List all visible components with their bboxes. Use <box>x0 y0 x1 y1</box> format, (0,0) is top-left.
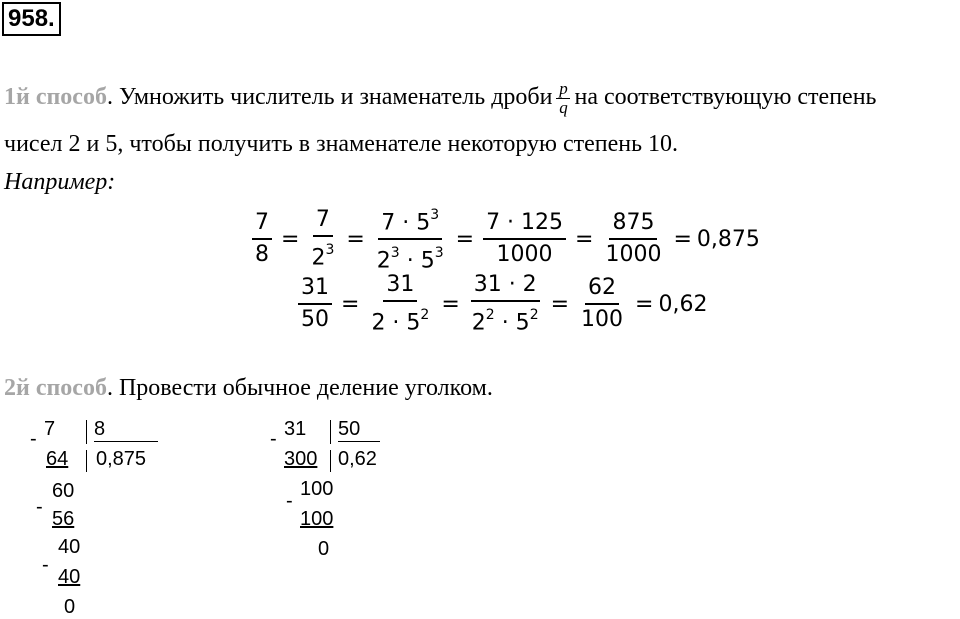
subtrahend: 56 <box>52 508 75 530</box>
denominator: 8 <box>255 242 269 268</box>
numerator <box>378 202 442 240</box>
dividend: 7 <box>44 418 56 440</box>
fraction <box>252 208 272 270</box>
numerator: 62 <box>585 273 619 305</box>
numerator: 7 · 125 <box>483 208 566 240</box>
method1-line2: чисел 2 и 5, чтобы получить в знаменателе некоторую степень 10. <box>4 131 679 157</box>
remainder: 100 <box>300 478 334 500</box>
method1-line1 <box>4 80 876 117</box>
subtrahend: 300 <box>284 448 318 470</box>
numerator: 7 <box>252 208 272 240</box>
den-base: 2 <box>471 310 486 336</box>
minus-sign: - <box>42 554 49 576</box>
equals-sign: = <box>341 291 360 317</box>
divisor: 50 <box>338 418 380 442</box>
denominator: 1000 <box>496 242 553 268</box>
exponent: 2 <box>529 307 539 323</box>
example-label: Например: <box>4 169 116 195</box>
method2-line <box>4 374 493 402</box>
numerator: 31 <box>383 270 417 302</box>
numerator: 31 <box>298 273 332 305</box>
fraction <box>374 202 447 277</box>
equals-sign: = <box>550 291 570 317</box>
fraction <box>469 270 542 338</box>
exponent: 3 <box>390 245 400 262</box>
equals-sign: = <box>346 226 365 252</box>
minus-sign: - <box>286 490 293 512</box>
equals-sign: = <box>635 291 654 317</box>
minus-sign: - <box>36 496 43 518</box>
remainder: 60 <box>52 480 75 502</box>
num-base: 7 · 5 <box>381 210 431 236</box>
fraction <box>483 208 566 270</box>
method1-label: 1й способ <box>4 84 107 111</box>
method1-text-b: на соответствующую степень <box>574 84 877 111</box>
method2-text: . Провести обычное деление уголком. <box>106 375 493 401</box>
divider-line <box>330 420 331 444</box>
fraction <box>368 270 432 338</box>
problem-number: 958. <box>2 2 61 36</box>
denominator: 50 <box>301 307 329 333</box>
final-remainder: 0 <box>64 596 76 618</box>
numerator: 31 · 2 <box>471 270 540 302</box>
exponent: 3 <box>434 245 444 262</box>
minus-sign: - <box>270 428 277 450</box>
exponent: 2 <box>420 307 430 323</box>
method2-label: 2й способ <box>4 375 107 401</box>
fraction <box>602 208 664 270</box>
den-base: 2 <box>311 245 326 271</box>
subtrahend: 40 <box>58 566 81 588</box>
remainder: 40 <box>58 536 81 558</box>
quotient: 0,62 <box>338 448 377 470</box>
denominator: 100 <box>581 307 624 333</box>
method1-text-a: . Умножить числитель и знаменатель дроби <box>106 84 553 111</box>
numerator: 7 <box>313 205 333 237</box>
fraction <box>578 273 626 335</box>
minus-sign: - <box>30 428 37 450</box>
divisor: 8 <box>94 418 158 442</box>
equals-sign: = <box>673 226 692 252</box>
exponent: 3 <box>430 207 440 223</box>
dividend: 31 <box>284 418 307 440</box>
equals-sign: = <box>455 226 475 252</box>
den-base: 2 · 5 <box>371 310 421 336</box>
den-mid: · 5 <box>494 310 530 336</box>
divider-line <box>86 420 87 444</box>
exponent: 3 <box>325 242 335 259</box>
denominator: 1000 <box>605 242 662 268</box>
quotient: 0,875 <box>96 448 147 470</box>
subtrahend: 100 <box>300 508 334 530</box>
equation-1 <box>248 202 760 277</box>
equals-sign: = <box>441 291 460 317</box>
den-mid: · 5 <box>399 248 435 274</box>
den-base: 2 <box>376 248 391 274</box>
fraction <box>298 273 332 335</box>
divider-line <box>330 450 331 472</box>
denominator <box>308 237 337 273</box>
result-value: 0,875 <box>696 226 760 252</box>
divider-line <box>86 450 87 472</box>
frac-p: p <box>559 79 568 98</box>
numerator: 875 <box>609 208 657 240</box>
equation-2 <box>294 270 707 338</box>
final-remainder: 0 <box>318 538 330 560</box>
denominator <box>469 302 542 338</box>
frac-q: q <box>559 98 568 117</box>
exponent: 2 <box>485 307 495 323</box>
result-value: 0,62 <box>658 291 708 317</box>
equals-sign: = <box>281 226 300 252</box>
equals-sign: = <box>575 226 594 252</box>
subtrahend: 64 <box>46 448 69 470</box>
inline-fraction-pq <box>556 80 570 117</box>
fraction <box>308 205 337 273</box>
denominator <box>368 302 432 338</box>
